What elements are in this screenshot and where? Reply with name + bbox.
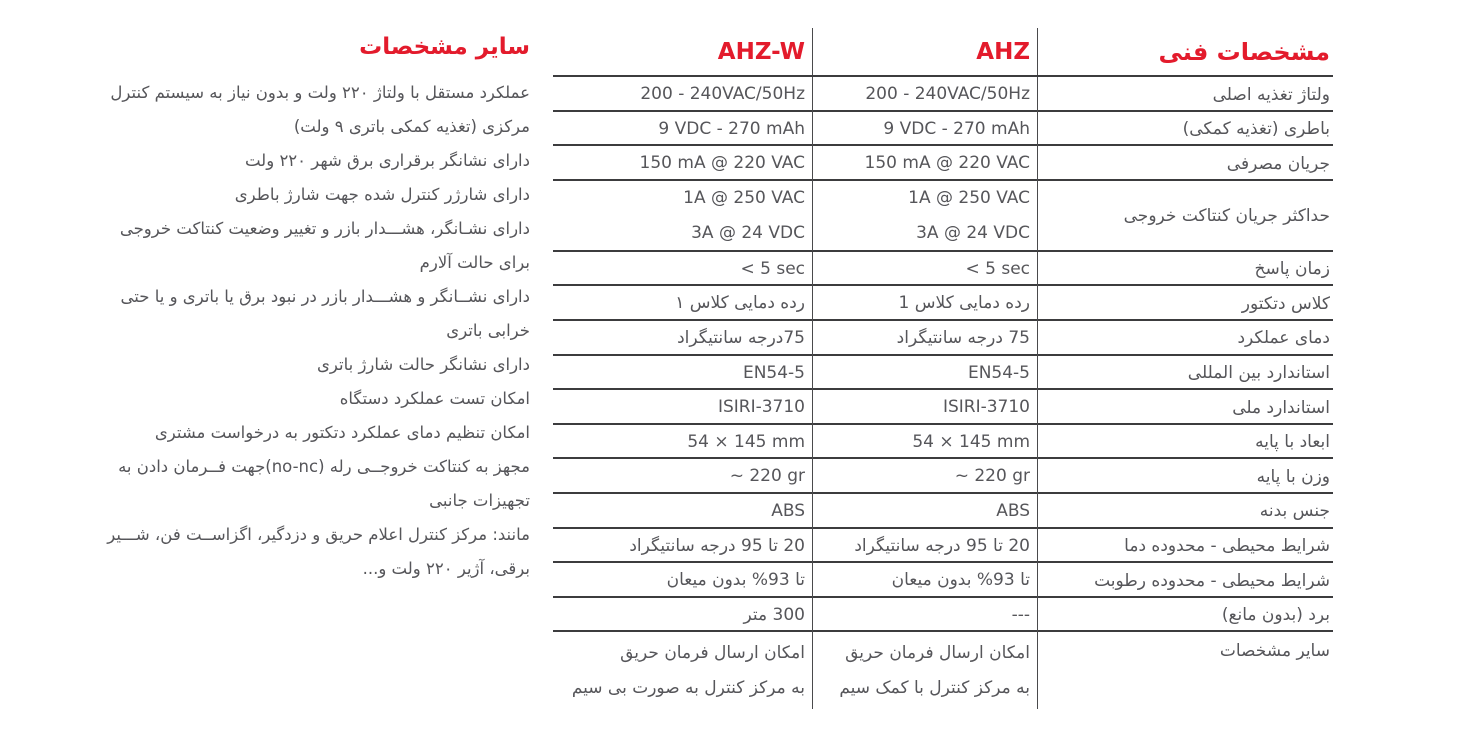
spec-label-cell: شرایط محیطی - محدوده دما <box>1037 529 1333 564</box>
spec-row <box>553 321 1333 356</box>
spec-value-cell-ahz <box>812 181 1037 251</box>
other-specs-line: مرکزی (تغذیه کمکی باتری ۹ ولت) <box>293 117 530 136</box>
spec-row <box>553 563 1333 598</box>
other-specs-line: امکان تنظیم دمای عملکرد دتکتور به درخواست مشتری <box>154 423 530 442</box>
spec-label-cell: ولتاژ تغذیه اصلی <box>1037 77 1333 112</box>
spec-value-line: امکان ارسال فرمان حریق <box>620 642 805 663</box>
spec-label-cell: زمان پاسخ <box>1037 252 1333 287</box>
spec-value-cell-ahzw <box>553 632 812 709</box>
spec-value-line: رده دمایی کلاس ۱ <box>675 293 805 314</box>
spec-label-cell: کلاس دتکتور <box>1037 286 1333 321</box>
spec-value-line: --- <box>1011 604 1030 625</box>
spec-value-cell-ahz <box>812 632 1037 709</box>
spec-value-cell-ahz <box>812 494 1037 529</box>
spec-value-line: تا 93% بدون میعان <box>891 570 1030 591</box>
spec-value-line: 200 - 240VAC/50Hz <box>640 84 805 104</box>
spec-value-line: 1A @ 250 VAC <box>908 187 1030 208</box>
spec-value-cell-ahzw <box>553 286 812 321</box>
spec-value-line: ABS <box>996 500 1030 521</box>
spec-value-cell-ahz <box>812 425 1037 460</box>
spec-value-cell-ahzw <box>553 252 812 287</box>
spec-value-line: 9 VDC - 270 mAh <box>883 118 1030 139</box>
spec-value-line: ~ 220 gr <box>729 466 805 487</box>
spec-label-cell: استاندارد ملی <box>1037 390 1333 425</box>
spec-row <box>553 598 1333 633</box>
spec-label-cell: سایر مشخصات <box>1037 632 1333 709</box>
spec-value-line: 3A @ 24 VDC <box>916 222 1030 243</box>
spec-value-cell-ahz <box>812 321 1037 356</box>
spec-value-cell-ahzw <box>553 181 812 251</box>
spec-value-cell-ahz <box>812 112 1037 147</box>
other-specs-panel <box>26 32 530 586</box>
other-specs-line: برقی، آژیر ۲۲۰ ولت و... <box>362 559 530 578</box>
spec-value-line: 3A @ 24 VDC <box>691 222 805 243</box>
spec-label-cell: باطری (تغذیه کمکی) <box>1037 112 1333 147</box>
spec-row <box>553 146 1333 181</box>
spec-label-cell: جریان مصرفی <box>1037 146 1333 181</box>
spec-value-cell-ahz <box>812 459 1037 494</box>
spec-value-cell-ahz <box>812 77 1037 112</box>
spec-value-line: ~ 220 gr <box>954 466 1030 487</box>
other-specs-line: تجهیزات جانبی <box>429 491 530 510</box>
spec-value-cell-ahzw <box>553 112 812 147</box>
spec-row <box>553 356 1333 391</box>
spec-value-cell-ahz <box>812 563 1037 598</box>
spec-value-line: ISIRI-3710 <box>717 397 805 418</box>
spec-label-cell: حداکثر جریان کنتاکت خروجی <box>1037 181 1333 251</box>
spec-value-line: 150 mA @ 220 VAC <box>639 153 805 174</box>
other-specs-line: برای حالت آلارم <box>419 253 530 272</box>
spec-label-cell: استاندارد بین المللی <box>1037 356 1333 391</box>
spec-row <box>553 77 1333 112</box>
spec-row <box>553 286 1333 321</box>
spec-value-line: به مرکز کنترل به صورت بی سیم <box>571 677 805 698</box>
spec-value-line: تا 93% بدون میعان <box>666 570 805 591</box>
spec-value-cell-ahzw <box>553 390 812 425</box>
spec-value-line: 9 VDC - 270 mAh <box>658 118 805 139</box>
spec-value-line: < 5 sec <box>965 258 1030 279</box>
spec-value-cell-ahzw <box>553 529 812 564</box>
other-specs-line: مجهز به کنتاکت خروجــی رله (no-nc)جهت فــرمان دادن به <box>118 457 530 476</box>
spec-value-line: 300 متر <box>743 604 805 625</box>
spec-value-line: 200 - 240VAC/50Hz <box>865 84 1030 104</box>
spec-label-cell: برد (بدون مانع) <box>1037 598 1333 633</box>
spec-value-cell-ahz <box>812 356 1037 391</box>
spec-value-line: < 5 sec <box>740 258 805 279</box>
spec-value-cell-ahzw <box>553 146 812 181</box>
spec-value-line: امکان ارسال فرمان حریق <box>845 642 1030 663</box>
spec-value-line: EN54-5 <box>967 362 1030 383</box>
spec-label-cell: ابعاد با پایه <box>1037 425 1333 460</box>
spec-value-cell-ahzw <box>553 425 812 460</box>
spec-label-cell: جنس بدنه <box>1037 494 1333 529</box>
spec-value-line: 1A @ 250 VAC <box>683 187 805 208</box>
spec-row <box>553 529 1333 564</box>
table-title: مشخصات فنی <box>1037 28 1333 75</box>
spec-row <box>553 425 1333 460</box>
spec-value-cell-ahzw <box>553 494 812 529</box>
spec-value-line: EN54-5 <box>742 362 805 383</box>
spec-row <box>553 494 1333 529</box>
spec-table <box>553 28 1333 709</box>
spec-value-cell-ahz <box>812 252 1037 287</box>
spec-value-cell-ahzw <box>553 356 812 391</box>
spec-value-cell-ahz <box>812 146 1037 181</box>
spec-row <box>553 390 1333 425</box>
spec-value-line: 20 تا 95 درجه سانتیگراد <box>854 535 1030 556</box>
spec-label-cell: دمای عملکرد <box>1037 321 1333 356</box>
spec-value-line: 54 × 145 mm <box>687 431 805 452</box>
table-header-row <box>553 28 1333 77</box>
other-specs-line: عملکرد مستقل با ولتاژ ۲۲۰ ولت و بدون نیاز به سیستم کنترل <box>110 83 530 102</box>
other-specs-line: خرابی باتری <box>446 321 530 340</box>
column-header-ahz: AHZ <box>812 28 1037 75</box>
spec-value-cell-ahz <box>812 286 1037 321</box>
spec-row <box>553 459 1333 494</box>
spec-value-line: رده دمایی کلاس 1 <box>898 293 1030 314</box>
other-specs-line: دارای شارژر کنترل شده جهت شارژ باطری <box>234 185 530 204</box>
spec-value-cell-ahz <box>812 390 1037 425</box>
spec-value-cell-ahz <box>812 598 1037 633</box>
spec-value-cell-ahzw <box>553 321 812 356</box>
spec-value-cell-ahzw <box>553 459 812 494</box>
spec-value-line: به مرکز کنترل با کمک سیم <box>839 677 1030 698</box>
spec-value-line: 150 mA @ 220 VAC <box>864 153 1030 174</box>
spec-value-line: 54 × 145 mm <box>912 431 1030 452</box>
other-specs-title: سایر مشخصات <box>359 34 530 60</box>
other-specs-line: دارای نشانگر حالت شارژ باتری <box>316 355 530 374</box>
table-body <box>553 77 1333 709</box>
spec-value-cell-ahzw <box>553 77 812 112</box>
column-header-ahzw: AHZ-W <box>717 38 805 65</box>
spec-value-line: ISIRI-3710 <box>942 397 1030 418</box>
other-specs-line: دارای نشــانگر و هشـــدار بازر در نبود برق یا باتری و یا حتی <box>120 287 530 306</box>
spec-value-cell-ahz <box>812 529 1037 564</box>
other-specs-line: دارای نشـانگر، هشـــدار بازر و تغییر وضعیت کنتاکت خروجی <box>119 219 530 238</box>
spec-label-cell: شرایط محیطی - محدوده رطوبت <box>1037 563 1333 598</box>
other-specs-line: مانند: مرکز کنترل اعلام حریق و دزدگیر، اگزاســت فن، شـــیر <box>107 525 530 544</box>
spec-value-cell-ahzw <box>553 598 812 633</box>
other-specs-line: دارای نشانگر برقراری برق شهر ۲۲۰ ولت <box>244 151 530 170</box>
other-specs-list <box>26 76 530 586</box>
spec-value-line: 75 درجه سانتیگراد <box>896 327 1030 348</box>
spec-value-line: 75درجه سانتیگراد <box>677 327 805 348</box>
spec-value-cell-ahzw <box>553 563 812 598</box>
spec-value-line: ABS <box>771 500 805 521</box>
spec-label-cell: وزن با پایه <box>1037 459 1333 494</box>
spec-value-line: 20 تا 95 درجه سانتیگراد <box>629 535 805 556</box>
spec-row <box>553 252 1333 287</box>
spec-row <box>553 632 1333 709</box>
spec-row <box>553 112 1333 147</box>
other-specs-line: امکان تست عملکرد دستگاه <box>339 389 530 408</box>
spec-row <box>553 181 1333 252</box>
